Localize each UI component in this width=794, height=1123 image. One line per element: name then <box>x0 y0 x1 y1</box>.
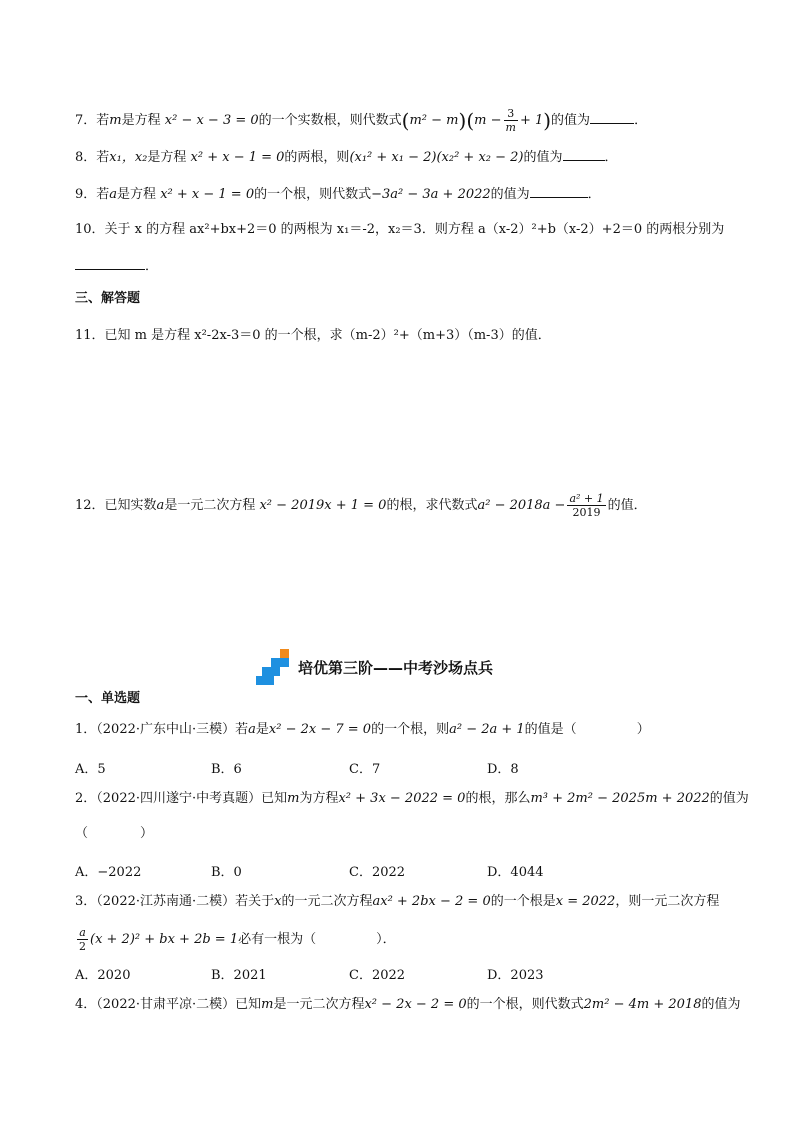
p4-var: m <box>261 997 274 1012</box>
p3-fraction <box>77 926 88 953</box>
p4-text-b: 的一个根，则代数式 <box>466 997 584 1012</box>
q12-fraction <box>567 492 605 519</box>
p3-text-d: 必有一根为（ <box>238 932 317 947</box>
p1-option-b[interactable]: B．6 <box>211 762 242 777</box>
q9-text-b: 的一个根，则代数式 <box>254 187 372 202</box>
q12-text-b: 是一元二次方程 <box>164 498 256 513</box>
q12-equation: x² − 2019x + 1 = 0 <box>259 498 387 513</box>
question-11 <box>75 327 551 345</box>
problem-4 <box>75 996 740 1014</box>
p1-option-c[interactable]: C．7 <box>349 762 381 777</box>
q9-end: ． <box>587 187 601 202</box>
p3-option-c[interactable]: C．2022 <box>349 968 406 983</box>
p2-answer-paren: （ ） <box>75 826 154 841</box>
p3-option-b[interactable]: B．2021 <box>211 968 267 983</box>
q7-number: 7．若 <box>75 113 110 128</box>
q9-text-a: 是方程 <box>117 187 157 202</box>
q7-text-c: 的值为 <box>551 113 591 128</box>
q7-text-a: 是方程 <box>121 113 161 128</box>
problem-3 <box>75 893 719 911</box>
p3-text-b: 的一个根是 <box>490 894 556 909</box>
q7-answer-blank[interactable] <box>590 111 634 124</box>
question-7: 7．若m是方程 x² − x − 3 = 0的一个实数根，则代数式(m² − m)(m − $\frac{3}{m}$ + 1)的值为 ． <box>75 107 648 134</box>
q8-text-b: 的两根，则 <box>284 150 350 165</box>
p2-text-a: 为方程 <box>299 791 339 806</box>
p2-option-d[interactable]: D．4044 <box>487 865 544 880</box>
question-10 <box>75 221 724 239</box>
p2-source: 2．（2022·四川遂宁·中考真题）已知 <box>75 791 288 806</box>
q9-expression: −3a² − 3a + 2022 <box>371 187 491 202</box>
p3-var: x <box>274 894 282 909</box>
q11-text: 11．已知 m 是方程 x²-2x-3＝0 的一个根，求（m-2）²+（m+3）（m-3）的值． <box>75 328 551 343</box>
p2-option-c[interactable]: C．2022 <box>349 865 406 880</box>
q9-var: a <box>109 187 118 202</box>
problem-3-line-2 <box>75 926 396 953</box>
p1-text-b: 的一个根，则 <box>371 722 450 737</box>
p4-text-c: 的值为 <box>701 997 741 1012</box>
p1-option-a[interactable]: A．5 <box>75 762 106 777</box>
q7-end: ． <box>634 113 648 128</box>
q9-text-c: 的值为 <box>490 187 530 202</box>
p3-text-e: ）． <box>376 932 396 947</box>
p1-source: 1．（2022·广东中山·三模）若 <box>75 722 249 737</box>
q8-text-a: 是方程 <box>147 150 187 165</box>
question-10-answer-line <box>75 257 158 276</box>
q7-var: m <box>109 113 122 128</box>
p4-text-a: 是一元二次方程 <box>273 997 365 1012</box>
p1-var: a <box>248 722 256 737</box>
question-8: 8．若x₁，x₂是方程 x² + x − 1 = 0的两根，则(x₁² + x₁ − 2)(x₂² + x₂ − 2)的值为 ． <box>75 150 618 165</box>
q9-equation: x² + x − 1 = 0 <box>160 187 255 202</box>
problem-2 <box>75 790 749 808</box>
section-1-heading: 一、单选题 <box>75 691 141 706</box>
p3-frac-numerator: a <box>77 926 88 940</box>
p4-expression: 2m² − 4m + 2018 <box>583 997 702 1012</box>
section-3-heading: 三、解答题 <box>75 291 141 306</box>
p2-text-c: 的值为 <box>709 791 749 806</box>
p4-equation: x² − 2x − 2 = 0 <box>364 997 467 1012</box>
q12-text-c: 的根，求代数式 <box>386 498 478 513</box>
p2-expression: m³ + 2m² − 2025m + 2022 <box>530 791 710 806</box>
p3-frac-denominator: 2 <box>79 940 86 953</box>
p2-option-b[interactable]: B．0 <box>211 865 242 880</box>
p1-expression: a² − 2a + 1 <box>449 722 525 737</box>
q8-number: 8．若 <box>75 150 110 165</box>
problem-1 <box>75 721 650 739</box>
q12-text-d: 的值． <box>607 498 647 513</box>
q10-end: ． <box>145 259 159 274</box>
p2-equation: x² + 3x − 2022 = 0 <box>338 791 466 806</box>
p1-option-d[interactable]: D．8 <box>487 762 519 777</box>
p2-var: m <box>287 791 300 806</box>
q7-equation: x² − x − 3 = 0 <box>164 113 259 128</box>
p3-equation: ax² + 2bx − 2 = 0 <box>372 894 491 909</box>
q12-frac-denominator: 2019 <box>572 506 601 519</box>
p2-option-a[interactable]: A．−2022 <box>75 865 142 880</box>
p1-text-a: 是 <box>255 722 269 737</box>
p3-text-c: ，则一元二次方程 <box>615 894 720 909</box>
question-12 <box>75 492 647 519</box>
q8-vars: x₁，x₂ <box>109 150 148 165</box>
p3-root: x = 2022 <box>555 894 616 909</box>
banner-title: 培优第三阶——中考沙场点兵 <box>298 659 494 677</box>
q12-frac-numerator: a² + 1 <box>569 492 604 505</box>
question-9 <box>75 185 601 204</box>
p3-option-d[interactable]: D．2023 <box>487 968 544 983</box>
q8-answer-blank[interactable] <box>563 148 605 161</box>
p1-equation: x² − 2x − 7 = 0 <box>268 722 372 737</box>
q10-answer-blank[interactable] <box>75 257 145 270</box>
p2-text-b: 的根，那么 <box>465 791 531 806</box>
p1-text-c: 的值是（ <box>524 722 577 737</box>
q12-var: a <box>156 498 165 513</box>
q7-text-b: 的一个实数根，则代数式 <box>258 113 402 128</box>
q8-equation: x² + x − 1 = 0 <box>190 150 285 165</box>
q9-answer-blank[interactable] <box>530 185 588 198</box>
q10-text: 10．关于 x 的方程 ax²+bx+2＝0 的两根为 x₁＝-2，x₂＝3．则方程 a（x-2）²+b（x-2）+2＝0 的两根分别为 <box>75 222 725 237</box>
p3-option-a[interactable]: A．2020 <box>75 968 131 983</box>
q9-number: 9．若 <box>75 187 110 202</box>
p4-source: 4．（2022·甘肃平凉·二模）已知 <box>75 997 262 1012</box>
q12-expression: a² − 2018a − <box>477 498 566 513</box>
p3-text-a: 的一元二次方程 <box>281 894 373 909</box>
q8-end: ． <box>604 150 618 165</box>
q8-text-c: 的值为 <box>523 150 563 165</box>
p3-source: 3．（2022·江苏南通·二模）若关于 <box>75 894 275 909</box>
p1-text-d: ） <box>636 722 650 737</box>
p3-equation-2: (x + 2)² + bx + 2b = 1 <box>90 932 239 947</box>
q12-text-a: 12．已知实数 <box>75 498 157 513</box>
section-banner <box>256 649 556 689</box>
